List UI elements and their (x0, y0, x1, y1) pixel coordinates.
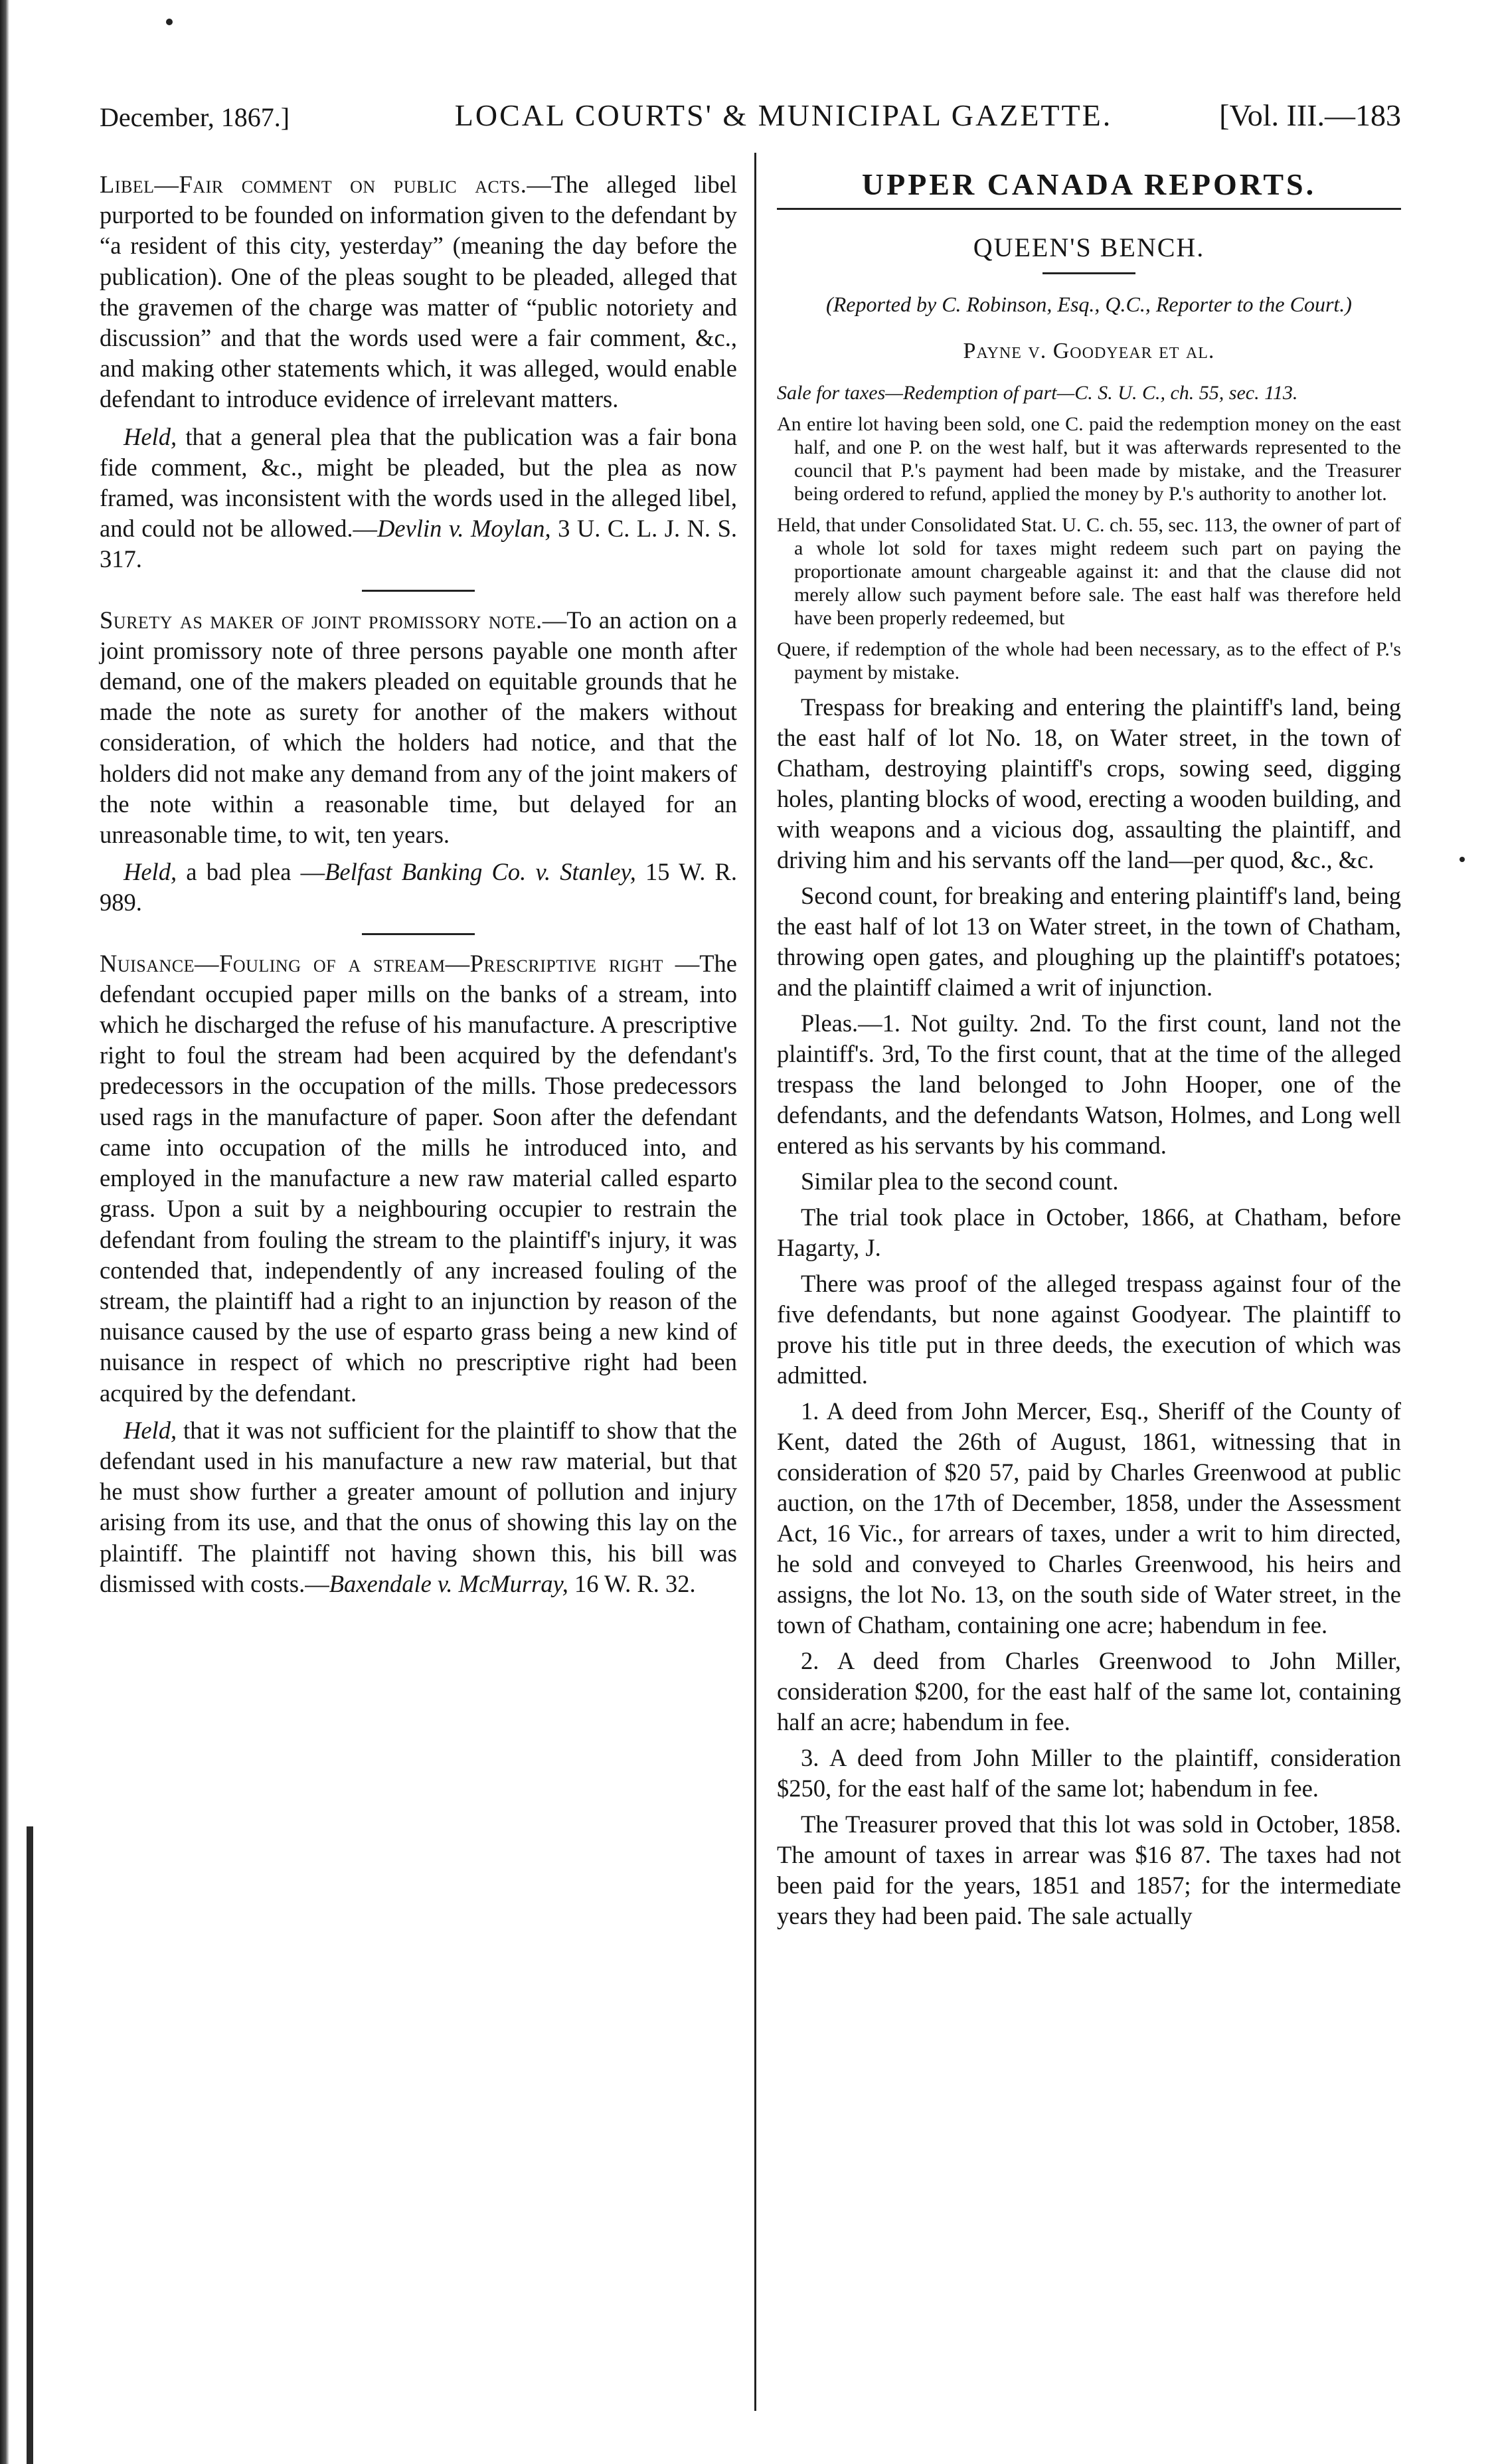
held-text: that a general plea that the publication was a fair bona fide comment, &c., might be pleaded, but the plea as now framed, was inconsistent with the words used in the alleged libel, and could not be allowed.— (100, 422, 737, 543)
entry-paragraph (100, 605, 737, 851)
citation-reference: 16 W. R. 32. (568, 1569, 696, 1597)
header-volume: [Vol. III.—183 (1219, 98, 1401, 132)
held-label: Held, (124, 422, 177, 450)
report-paragraph: Trespass for breaking and entering the plaintiff's land, being the east half of lot No. 18, on Water street, in the town of Chatham, destroying plaintiff's crops, sowing seed, digging holes, planting blocks of wood, erecting a wooden building, and with weapons and a vicious dog, assaulting the plaintiff, and driving him and his servants off the land—per quod, &c., &c. (777, 693, 1401, 873)
entry-text: —The defendant occupied paper mills on the banks of a stream, into which he discharged the refuse of his manufacture. A prescriptive right to foul the stream had been acquired by the defendant's predecessors in the occupation of the mills. Those predecessors used rags in the manufacture of paper. Soon after the defendant came into occupation of the mills he introduced into, and employed in the manufacture a new raw material called esparto grass. Upon a suit by a neighbouring occupier to restrain the defendant from fouling the stream to the plaintiff's injury, it was contended that, independently of any increased fouling of the stream, the plaintiff had a right to an injunction by reason of the nuisance caused by the use of esparto grass being a new kind of nuisance in respect of which no prescriptive right had been acquired by the defendant. (100, 949, 737, 1407)
held-paragraph (100, 1415, 737, 1599)
headnote-subject: Sale for taxes—Redemption of part—C. S. U. C., ch. 55, sec. 113. (777, 381, 1298, 404)
report-paragraph: There was proof of the alleged trespass against four of the five defendants, but none against Goodyear. The plaintiff to prove his title put in three deeds, the execution of which was admitted. (777, 1269, 1401, 1389)
scan-speck (1459, 857, 1465, 862)
section-title: UPPER CANADA REPORTS. (861, 167, 1317, 201)
report-paragraph: Similar plea to the second count. (801, 1167, 1119, 1195)
left-column (100, 169, 737, 1614)
entry-text: —The alleged libel purported to be founded on information given to the defendant by “a resident of this city, yesterday” (meaning the day before the publication). One of the pleas sought to be pleaded, alleged that the gravemen of the charge was matter of “public notoriety and discussion” and that the words used were a fair comment, &c., and making other statements which, it was alleged, would enable defendant to introduce evidence of irrelevant matters. (100, 171, 737, 413)
entry-paragraph (100, 169, 737, 415)
held-paragraph (100, 422, 737, 575)
report-paragraph: 3. A deed from John Miller to the plaintiff, consideration $250, for the east half of the same lot; habendum in fee. (777, 1743, 1401, 1802)
held-label: Held, (124, 858, 177, 886)
scan-binding-mark (27, 1826, 33, 2464)
report-paragraph: The Treasurer proved that this lot was sold in October, 1858. The amount of taxes in arrear was $16 87. The taxes had not been paid for the years, 1851 and 1857; for the intermediate years they had been paid. The sale actually (777, 1810, 1401, 1929)
digest-entry-nuisance (100, 948, 737, 1599)
header-date: December, 1867.] (100, 102, 290, 132)
case-citation: Baxendale v. McMurray, (329, 1569, 568, 1597)
held-text: that it was not sufficient for the plaintiff to show that the defendant used in his manufacture a new raw material, but that he must show further a greater amount of pollution and injury arising from its use, and that the onus of showing this lay on the plaintiff. The plaintiff not having shown this, his bill was dismissed with costs.— (100, 1416, 737, 1597)
column-divider (754, 153, 756, 2411)
right-column (777, 169, 1401, 1937)
entry-heading: Surety as maker of joint promissory note. (100, 606, 542, 634)
reporter-line: (Reported by C. Robinson, Esq., Q.C., Reporter to the Court.) (826, 292, 1352, 317)
report-paragraph: The trial took place in October, 1866, at Chatham, before Hagarty, J. (777, 1203, 1401, 1261)
digest-entry-surety (100, 605, 737, 919)
held-label: Held, (124, 1416, 177, 1444)
headnote-held: Held, that under Consolidated Stat. U. C. ch. 55, sec. 113, the owner of part of a whole lot sold for taxes might redeem such part on paying the proportionate amount chargeable against it: and that the clause did not merely allow such payment before sale. The east half was therefore held have been properly redeemed, but (777, 513, 1401, 629)
citation-reference: 15 W. R. 989. (100, 858, 738, 917)
entry-heading: Libel—Fair comment on public acts. (100, 171, 527, 198)
report-paragraph: 2. A deed from Charles Greenwood to John Miller, consideration $200, for the east half of the same lot, containing half an acre; habendum in fee. (777, 1646, 1401, 1735)
scan-speck (166, 19, 173, 25)
court-rule (1042, 272, 1135, 274)
report-paragraph: 1. A deed from John Mercer, Esq., Sheriff of the County of Kent, dated the 26th of August, 1861, witnessing that in consideration of $20 57, paid by Charles Greenwood at public auction, on the 17th of December, 1858, under the Assessment Act, 16 Vic., for arrears of taxes, under a writ to him directed, he sold and conveyed to Charles Greenwood, his heirs and assigns, the lot No. 13, on the south side of Water street, in the town of Chatham, containing one acre; habendum in fee. (777, 1397, 1401, 1638)
page-header (100, 80, 1401, 133)
scan-edge-shadow (0, 0, 9, 2464)
entry-heading: Nuisance—Fouling of a stream—Prescriptive right (100, 949, 663, 977)
headnote-quere: Quere, if redemption of the whole had been necessary, as to the effect of P.'s payment by mistake. (777, 638, 1401, 683)
entry-separator (362, 590, 475, 592)
entry-paragraph (100, 948, 737, 1409)
court-name: QUEEN'S BENCH. (973, 232, 1205, 263)
case-citation: Belfast Banking Co. v. Stanley, (325, 858, 636, 886)
entry-separator (362, 933, 475, 935)
held-paragraph (100, 857, 737, 918)
case-citation: Devlin v. Moylan, (377, 515, 551, 543)
section-title-rule (777, 208, 1401, 210)
header-title: LOCAL COURTS' & MUNICIPAL GAZETTE. (454, 98, 1113, 132)
case-name: Payne v. Goodyear et al. (963, 338, 1215, 363)
entry-text: —To an action on a joint promissory note of three persons payable one month after demand, one of the makers pleaded on equitable grounds that he made the note as surety for another of the makers without consideration, of which the holders had notice, and that the holders did not make any demand from any of the joint makers of the note within a reasonable time, but delayed for an unreasonable time, to wit, ten years. (100, 606, 737, 849)
citation-reference: 3 U. C. L. J. N. S. 317. (100, 515, 737, 573)
digest-entry-libel (100, 169, 737, 575)
report-paragraph: Second count, for breaking and entering plaintiff's land, being the east half of lot 13 on Water street, in the town of Chatham, throwing open gates, and ploughing up the plaintiff's potatoes; and the plaintiff claimed a writ of injunction. (777, 881, 1401, 1001)
headnote-facts: An entire lot having been sold, one C. paid the redemption money on the east half, and one P. on the west half, but it was afterwards represented to the council that P.'s payment had been made by mistake, and the Treasurer being ordered to refund, applied the money by P.'s authority to another lot. (777, 412, 1401, 505)
report-paragraph: Pleas.—1. Not guilty. 2nd. To the first count, land not the plaintiff's. 3rd, To the first count, that at the time of the alleged trespass the land belonged to John Hooper, one of the defendants, and the defendants Watson, Holmes, and Long well entered as his servants by his command. (777, 1009, 1401, 1159)
held-text: a bad plea — (177, 858, 325, 886)
